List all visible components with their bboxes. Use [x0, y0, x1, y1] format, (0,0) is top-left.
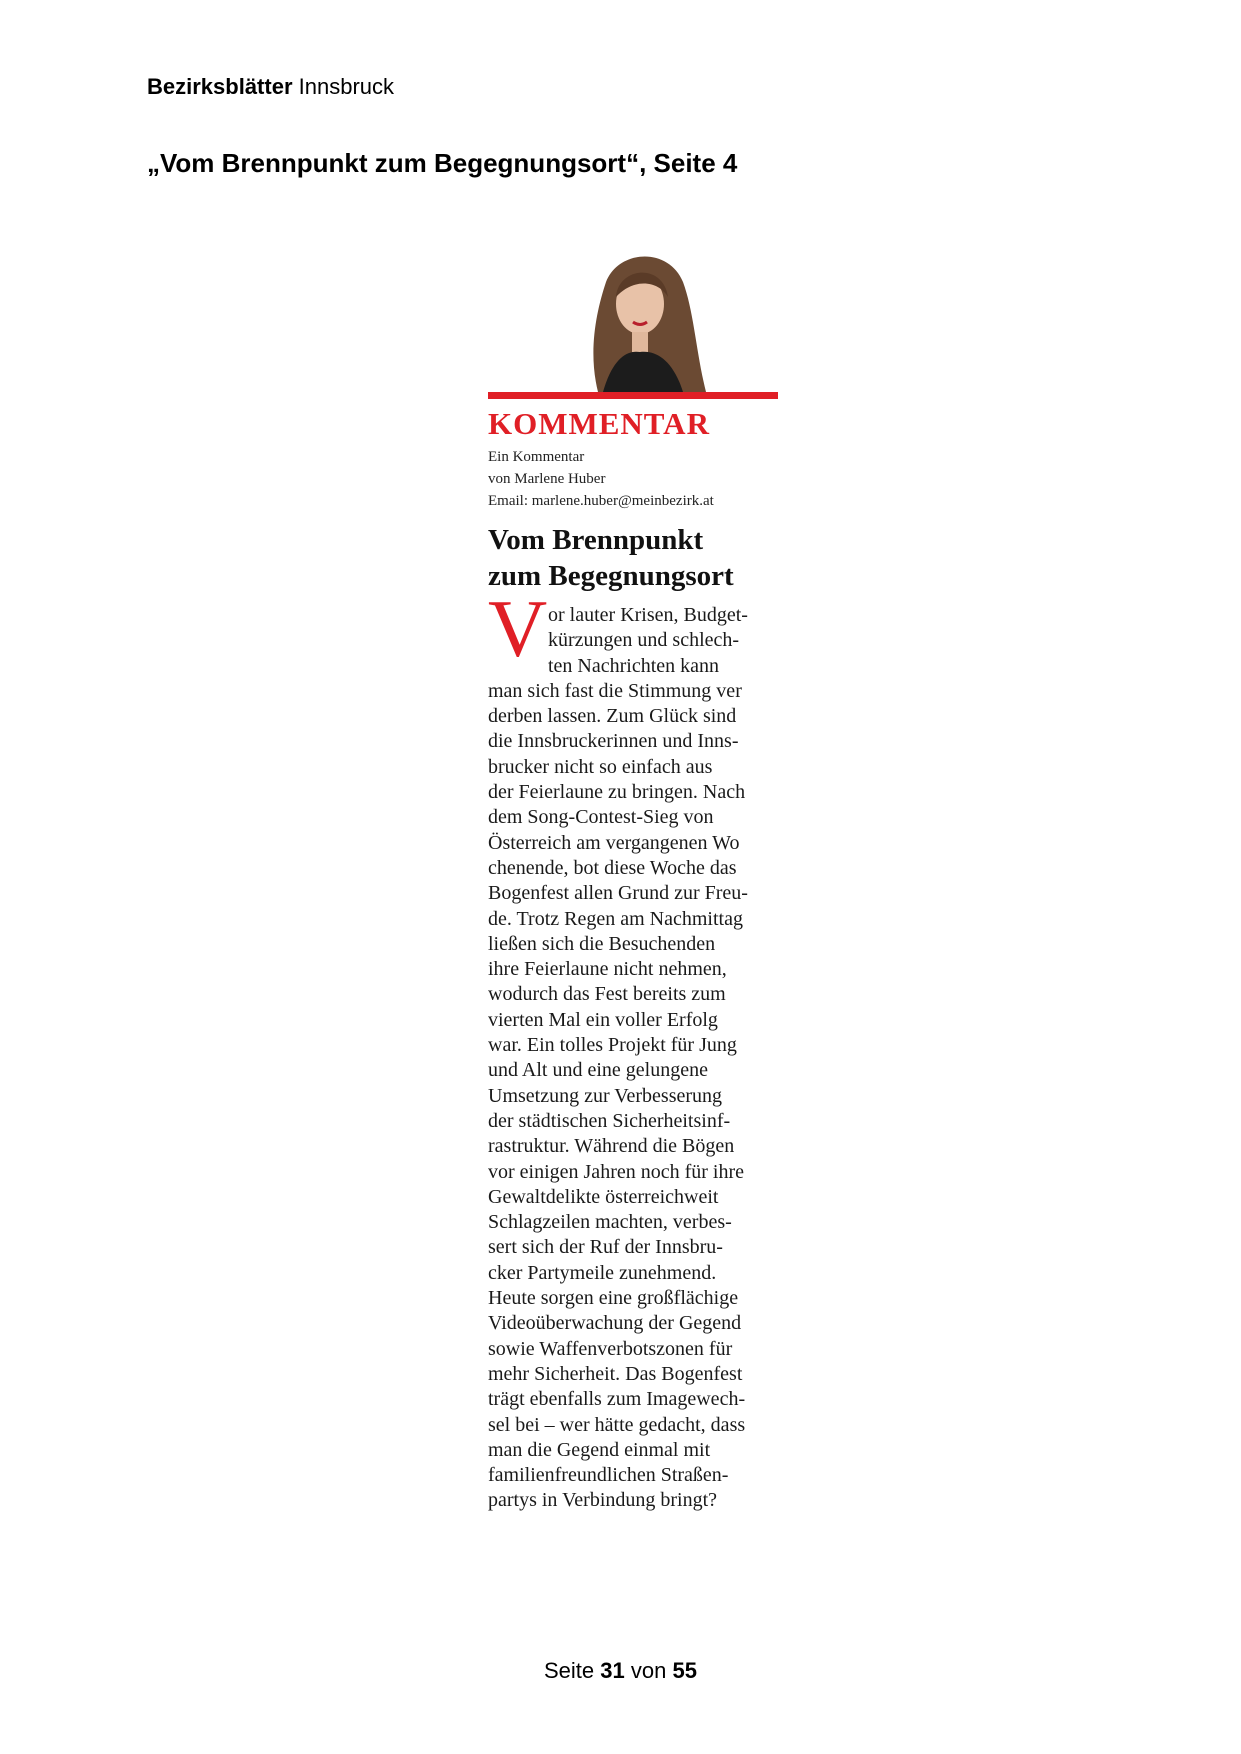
body-line: mehr Sicherheit. Das Bogenfest — [488, 1362, 743, 1385]
body-line: rastruktur. Während die Bögen — [488, 1135, 735, 1158]
page-footer — [0, 1658, 1241, 1684]
body-line: die Innsbruckerinnen und Inns- — [488, 730, 739, 753]
current-page-number: 31 — [600, 1658, 625, 1683]
byline-email: Email: marlene.huber@meinbezirk.at — [488, 493, 714, 509]
publication-name: Bezirksblätter — [147, 74, 293, 99]
body-line: der Feierlaune zu bringen. Nach — [488, 781, 746, 804]
body-line: der städtischen Sicherheitsinf- — [488, 1109, 731, 1132]
publication-header — [147, 74, 394, 100]
total-page-count: 55 — [672, 1658, 697, 1683]
body-line: ließen sich die Besuchenden — [488, 932, 716, 955]
body-line: und Alt und eine gelungene — [488, 1059, 708, 1082]
publication-region: Innsbruck — [298, 74, 395, 99]
byline-author: von Marlene Huber — [488, 471, 606, 487]
body-line: dem Song-Contest-Sieg von — [488, 806, 714, 829]
body-line: ten Nachrichten kann — [548, 654, 720, 677]
body-line: vierten Mal ein voller Erfolg — [488, 1008, 718, 1031]
body-line: sowie Waffenverbotszonen für — [488, 1337, 733, 1360]
body-line: partys in Verbindung bringt? — [488, 1489, 718, 1512]
body-line: wodurch das Fest bereits zum — [488, 983, 726, 1006]
author-photo — [578, 242, 708, 392]
body-line: derben lassen. Zum Glück sind — [488, 705, 737, 728]
byline-line: Ein Kommentar — [488, 449, 585, 465]
body-line: Bogenfest allen Grund zur Freu- — [488, 882, 748, 905]
body-line: Gewaltdelikte österreichweit — [488, 1185, 719, 1208]
body-line: Österreich am vergangenen Wo — [488, 831, 740, 854]
body-line: sert sich der Ruf der Innsbru- — [488, 1236, 723, 1259]
drop-cap: V — [488, 583, 548, 674]
byline — [488, 446, 714, 512]
body-line: Schlagzeilen machten, verbes- — [488, 1211, 732, 1234]
body-line: vor einigen Jahren noch für ihre — [488, 1160, 745, 1183]
body-line: or lauter Krisen, Budget- — [548, 604, 748, 626]
footer-middle: von — [630, 1658, 667, 1683]
body-line: brucker nicht so einfach aus — [488, 755, 713, 778]
footer-prefix: Seite — [544, 1658, 595, 1683]
body-line: familienfreundlichen Straßen- — [488, 1464, 729, 1487]
body-line: man sich fast die Stimmung ver — [488, 679, 742, 702]
body-line: sel bei – wer hätte gedacht, dass — [488, 1413, 746, 1436]
body-line: war. Ein tolles Projekt für Jung — [488, 1034, 737, 1057]
body-line: kürzungen und schlech- — [548, 629, 740, 652]
body-line: Umsetzung zur Verbesserung — [488, 1084, 723, 1107]
kicker-label: KOMMENTAR — [488, 406, 710, 441]
body-line: chenende, bot diese Woche das — [488, 856, 737, 879]
body-line: cker Partymeile zunehmend. — [488, 1261, 717, 1284]
body-line: Heute sorgen eine großflächige — [488, 1287, 739, 1310]
body-line: ihre Feierlaune nicht nehmen, — [488, 958, 727, 981]
body-line: de. Trotz Regen am Nachmittag — [488, 907, 743, 930]
body-line: man die Gegend einmal mit — [488, 1438, 711, 1461]
headline-line: Vom Brennpunkt — [488, 524, 704, 556]
article-body — [488, 603, 748, 1514]
body-line: Videoüberwachung der Gegend — [488, 1312, 742, 1335]
newspaper-clipping — [488, 242, 780, 1522]
document-title: „Vom Brennpunkt zum Begegnungsort“, Seite 4 — [147, 148, 738, 178]
headline-line: zum Begegnungsort — [488, 560, 734, 592]
body-line: trägt ebenfalls zum Imagewech- — [488, 1388, 746, 1411]
kicker-rule — [488, 392, 778, 399]
